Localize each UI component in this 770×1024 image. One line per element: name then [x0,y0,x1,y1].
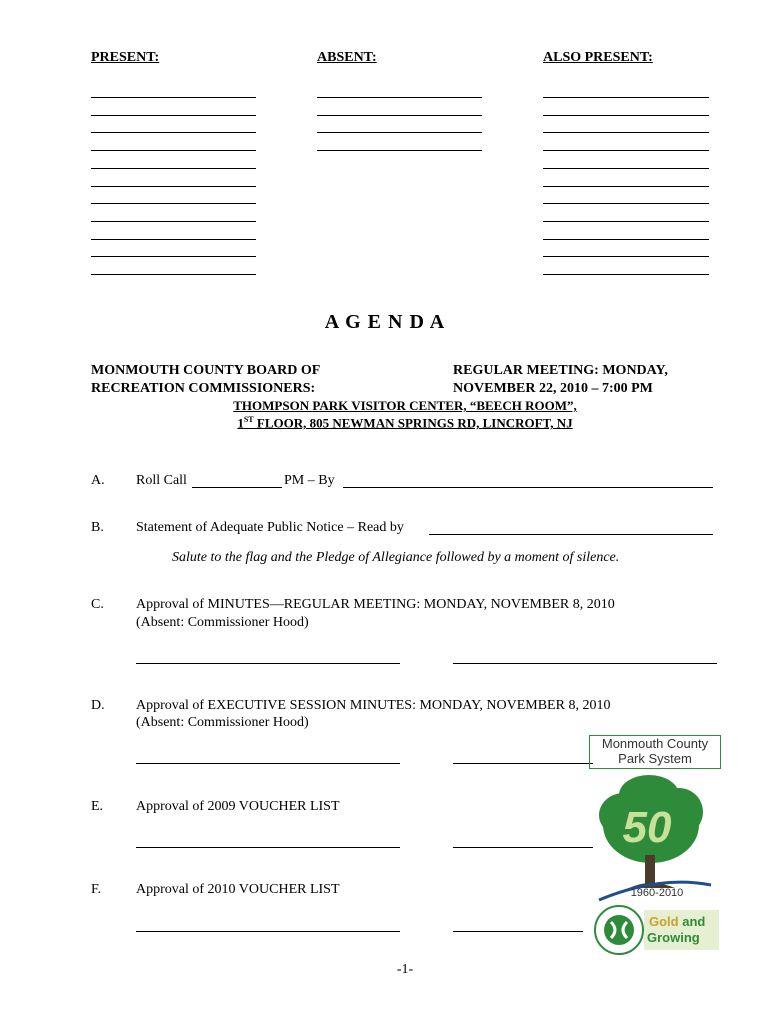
anniversary-number: 50 [622,803,672,852]
meeting-type-line1: REGULAR MEETING: MONDAY, [453,363,668,378]
meeting-date-line2: NOVEMBER 22, 2010 – 7:00 PM [453,381,653,396]
item-e-letter: E. [91,799,104,814]
item-d-line2: (Absent: Commissioner Hood) [136,715,309,730]
anniversary-logo [589,770,719,955]
tagline-growing: Growing [647,930,700,945]
item-e-second-line [453,847,593,848]
also-present-name-line [543,186,709,187]
absent-name-line [317,115,482,116]
tagline-and: and [678,914,706,929]
present-name-line [91,115,256,116]
item-b-letter: B. [91,520,104,535]
present-name-line [91,221,256,222]
county-seal-icon [595,906,643,954]
item-f-motion-line [136,931,400,932]
tree-50-logo [589,770,719,955]
item-e-motion-line [136,847,400,848]
absent-name-line [317,150,482,151]
absent-name-line [317,132,482,133]
item-b-text: Statement of Adequate Public Notice – Read by [136,520,404,535]
item-a-letter: A. [91,473,105,488]
board-name-line2: RECREATION COMMISSIONERS: [91,381,316,396]
also-present-name-line [543,97,709,98]
also-present-name-line [543,239,709,240]
also-present-name-line [543,150,709,151]
item-d-motion-line [136,763,400,764]
also-present-name-line [543,115,709,116]
item-a-roll-call-label: Roll Call [136,473,187,488]
item-d-second-line [453,763,593,764]
item-c-second-line [453,663,717,664]
location-address: FLOOR, 805 NEWMAN SPRINGS RD, LINCROFT, NJ [253,415,573,431]
item-a-by-label: PM – By [284,473,335,488]
also-present-name-line [543,203,709,204]
logo-title-line2: Park System [618,751,692,766]
salute-text: Salute to the flag and the Pledge of Allegiance followed by a moment of silence. [172,550,620,565]
item-f-second-line [453,931,583,932]
anniversary-years: 1960-2010 [630,887,684,899]
also-present-name-line [543,274,709,275]
board-name-line1: MONMOUTH COUNTY BOARD OF [91,363,321,378]
notice-read-by-line [429,534,713,535]
present-label: PRESENT: [91,50,160,65]
tagline-line1 [649,914,705,929]
location-line2 [0,415,770,431]
present-name-line [91,186,256,187]
present-name-line [91,97,256,98]
absent-label: ABSENT: [317,50,377,65]
item-f-text: Approval of 2010 VOUCHER LIST [136,882,340,897]
logo-title-line1: Monmouth County [601,736,709,751]
item-e-text: Approval of 2009 VOUCHER LIST [136,799,340,814]
also-present-name-line [543,256,709,257]
present-name-line [91,203,256,204]
item-f-letter: F. [91,882,102,897]
location-floor-number: 1 [237,415,244,431]
also-present-label: ALSO PRESENT: [543,50,653,65]
present-name-line [91,168,256,169]
present-name-line [91,150,256,151]
also-present-name-line [543,132,709,133]
absent-name-line [317,97,482,98]
item-c-motion-line [136,663,400,664]
present-name-line [91,132,256,133]
present-name-line [91,239,256,240]
present-name-line [91,274,256,275]
item-c-line2: (Absent: Commissioner Hood) [136,615,309,630]
item-c-letter: C. [91,597,104,612]
page-number: -1- [396,962,414,977]
also-present-name-line [543,168,709,169]
location-floor-suffix: ST [243,415,254,424]
location-line1: THOMPSON PARK VISITOR CENTER, “BEECH ROOM”, [233,398,577,413]
also-present-name-line [543,221,709,222]
roll-call-time-line [192,487,282,488]
tagline-gold: Gold [649,914,679,929]
park-system-logo-title [589,735,721,769]
agenda-title: A G E N D A [324,311,446,333]
item-c-line1: Approval of MINUTES—REGULAR MEETING: MONDAY, NOVEMBER 8, 2010 [136,597,615,612]
item-d-line1: Approval of EXECUTIVE SESSION MINUTES: MONDAY, NOVEMBER 8, 2010 [136,698,611,713]
item-d-letter: D. [91,698,105,713]
roll-call-by-line [343,487,713,488]
present-name-line [91,256,256,257]
